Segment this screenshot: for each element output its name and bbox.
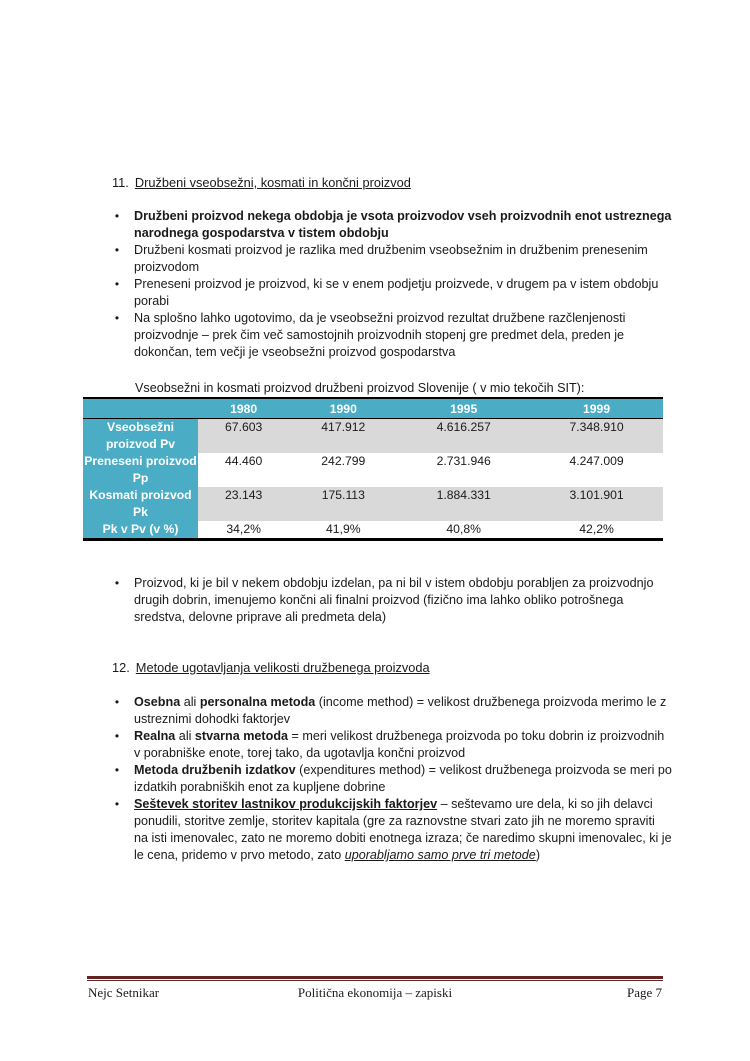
- bullet-icon: •: [114, 277, 120, 291]
- bullet-icon: •: [114, 797, 120, 811]
- column-header: 1990: [289, 398, 397, 419]
- footer-title: Politična ekonomija – zapiski: [297, 985, 453, 1000]
- table-cell: 67.603: [198, 419, 289, 454]
- table-cell: 4.616.257: [397, 419, 530, 454]
- bold-term: Osebna: [134, 695, 181, 709]
- table-cell: 2.731.946: [397, 453, 530, 487]
- section-number: 12.: [112, 660, 130, 675]
- bullet-icon: •: [114, 576, 120, 590]
- page-number: Page 7: [626, 985, 662, 1000]
- table-cell: 40,8%: [397, 521, 530, 540]
- section-12-heading: [112, 659, 430, 676]
- list-item: [112, 762, 672, 796]
- bullet-text: – seštevamo ure dela, ki so jih delavci ponudili, storitve zemlje, storitev kapitala (gre za raznovstne stvari zato jih ne moremo spraviti na isti imenovalec, zato ne moremo dobiti enotnega izraza; če naredimo skupni imenovalec, ki je le cena, pridemo v prvo metodo, zato: [134, 797, 672, 862]
- list-item: [112, 208, 672, 242]
- bold-term: personalna metoda: [199, 695, 316, 709]
- row-header: Preneseni proizvod Pp: [84, 454, 197, 485]
- row-header: Kosmati proizvod Pk: [83, 487, 198, 521]
- table-cell: 7.348.910: [530, 419, 663, 454]
- final-product-bullet: [112, 575, 672, 626]
- section-11-bullets: [112, 208, 672, 361]
- row-header: Vseobsežni proizvod Pv: [83, 419, 198, 454]
- bold-term: Metoda družbenih izdatkov: [134, 763, 296, 777]
- table-row: [83, 487, 663, 521]
- table-cell: 4.247.009: [530, 453, 663, 487]
- bullet-icon: •: [114, 243, 120, 257]
- table-cell: 3.101.901: [530, 487, 663, 521]
- table-cell: 44.460: [198, 453, 289, 487]
- table-cell: 34,2%: [198, 521, 289, 540]
- table-cell: 1.884.331: [397, 487, 530, 521]
- column-header: 1980: [198, 398, 289, 419]
- bullet-text: = meri velikost družbenega proizvoda po toku dobrin iz proizvodnih v porabniške enote, torej tako, da ugotavlja končni proizvod: [134, 729, 665, 760]
- bullet-text: ): [535, 848, 541, 862]
- section-number: 11.: [112, 175, 129, 190]
- bold-term: Realna: [134, 729, 176, 743]
- bullet-icon: •: [114, 311, 120, 325]
- bullet-icon: •: [114, 209, 120, 223]
- bullet-icon: •: [114, 729, 120, 743]
- bullet-text: (expenditures method) = velikost družbenega proizvoda se meri po izdatkih porabniških enot za kupljene dobrine: [134, 763, 672, 794]
- table-header-row: [83, 398, 663, 419]
- section-12-bullets: [112, 694, 672, 864]
- list-item: [112, 242, 672, 276]
- bullet-text: Proizvod, ki je bil v nekem obdobju izdelan, pa ni bil v istem obdobju porabljen za proizvodnjo drugih dobrin, imenujemo končni ali finalni proizvod (fizično ima lahko obliko potrošnega sredstva, delovne priprave ali predmeta dela): [134, 576, 654, 624]
- table-row: [83, 419, 663, 454]
- list-item: [112, 796, 672, 864]
- bullet-icon: •: [114, 763, 120, 777]
- table-cell: 242.799: [289, 453, 397, 487]
- emphasis-text: uporabljamo samo prve tri metode: [344, 848, 536, 862]
- gdp-table: [83, 397, 663, 541]
- footer-author: Nejc Setnikar: [88, 985, 160, 1000]
- bullet-text: ali: [175, 729, 195, 743]
- bullet-icon: •: [114, 695, 120, 709]
- list-item: [112, 276, 672, 310]
- table-caption: Vseobsežni in kosmati proizvod družbeni proizvod Slovenije ( v mio tekočih SIT):: [135, 381, 585, 395]
- list-item: [112, 728, 672, 762]
- footer-divider: [87, 976, 663, 979]
- section-title: Metode ugotavljanja velikosti družbenega proizvoda: [135, 660, 430, 675]
- section-title: Družbeni vseobsežni, kosmati in končni proizvod: [134, 175, 411, 190]
- table-row: [83, 453, 663, 487]
- table-cell: 175.113: [289, 487, 397, 521]
- bullet-text: (income method) = velikost družbenega proizvoda merimo le z ustreznimi dohodki faktorjev: [134, 695, 667, 726]
- bullet-text: ali: [180, 695, 200, 709]
- column-header: 1995: [397, 398, 530, 419]
- table-cell: 23.143: [198, 487, 289, 521]
- bullet-text: Družbeni proizvod nekega obdobja je vsota proizvodov vseh proizvodnih enot ustreznega narodnega gospodarstva v tistem obdobju: [134, 209, 672, 240]
- table-cell: 42,2%: [530, 521, 663, 540]
- bullet-text: Preneseni proizvod je proizvod, ki se v enem podjetju proizvede, v drugem pa v istem obdobju porabi: [134, 277, 659, 308]
- table-row: [83, 521, 663, 540]
- row-header: Pk v Pv (v %): [83, 521, 198, 540]
- list-item: [112, 575, 672, 626]
- bullet-text: Družbeni kosmati proizvod je razlika med družbenim vseobsežnim in družbenim prenesenim proizvodom: [134, 243, 648, 274]
- bold-underlined-term: Seštevek storitev lastnikov produkcijskih faktorjev: [134, 797, 438, 811]
- table-cell: 417.912: [289, 419, 397, 454]
- list-item: [112, 694, 672, 728]
- list-item: [112, 310, 672, 361]
- table-corner-cell: [83, 398, 198, 419]
- section-11-heading: [112, 174, 411, 191]
- footer-divider-thin: [87, 980, 663, 981]
- table-cell: 41,9%: [289, 521, 397, 540]
- bold-term: stvarna metoda: [194, 729, 289, 743]
- column-header: 1999: [530, 398, 663, 419]
- bullet-text: Na splošno lahko ugotovimo, da je vseobsežni proizvod rezultat družbene razčlenjenosti proizvodnje – prek čim več samostojnih proizvodnih stopenj gre predmet dela, preden je dokončan, tem večji je vseobsežni proizvod gospodarstva: [134, 311, 626, 359]
